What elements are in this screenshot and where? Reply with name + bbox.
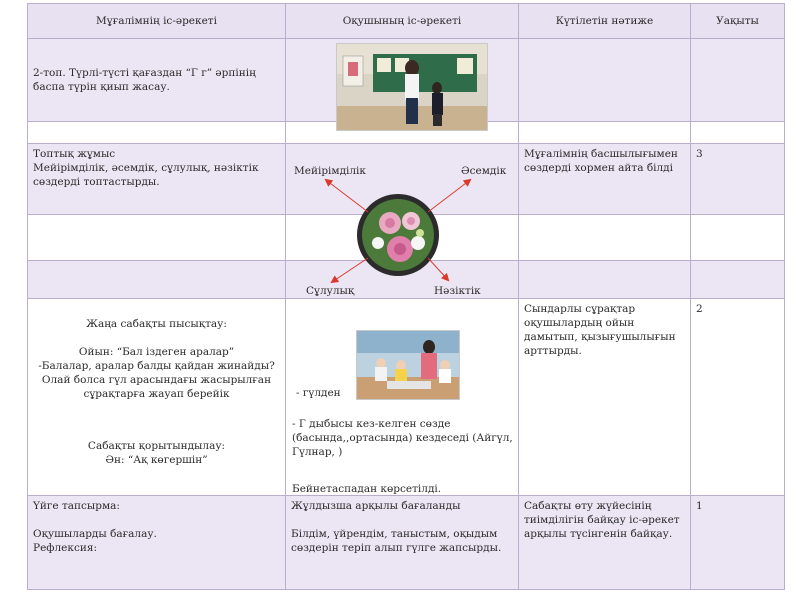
student-answer-3: Бейнетаспадан көрсетілді. — [292, 483, 442, 495]
children-photo — [356, 330, 460, 400]
home-student-line1: Жұлдызша арқылы бағаланды — [291, 500, 461, 512]
team-time: 3 — [696, 148, 703, 160]
student-answer-2: - Г дыбысы кез-келген сөзде (басында,,ортасында) кездеседі (Айгүл, Гүлнар, ) — [292, 418, 513, 458]
word-loveliness: Сұлулық — [306, 285, 355, 297]
home-line1: Үйге тапсырма: — [33, 500, 120, 512]
header-result: Күтілетін нәтиже — [519, 4, 691, 39]
header-row — [28, 4, 785, 39]
new-result: Сындарлы сұрақтар оқушылардың ойын дамытып, қызығушылығын арттырды. — [524, 303, 676, 357]
header-teacher: Мұғалімнің іс-әрекеті — [28, 4, 286, 39]
new-line4: Олай болса гүл арасындағы жасырылған сұрақтарға жауап берейік — [41, 374, 272, 400]
word-tenderness: Нәзіктік — [434, 285, 481, 297]
new-line6: Ән: “Ақ көгершін” — [105, 454, 208, 466]
header-time: Уақыты — [691, 4, 785, 39]
home-time: 1 — [696, 500, 703, 512]
team-body: Мейірімділік, әсемдік, сұлулық, нәзіктік сөздерді топтастырды. — [33, 162, 259, 188]
header-student: Оқушының іс-әрекеті — [286, 4, 519, 39]
row-homework — [28, 496, 785, 590]
word-kindness: Мейірімділік — [294, 165, 366, 177]
new-time: 2 — [696, 303, 703, 315]
flower-bouquet-image — [356, 193, 440, 277]
new-line5: Сабақты қорытындылау: — [87, 440, 226, 452]
student-answer-1: - гүлден — [296, 387, 341, 399]
home-line2: Оқушыларды бағалау. — [33, 528, 157, 540]
new-line3: -Балалар, аралар балды қайдан жинайды? — [38, 360, 275, 372]
classroom-photo — [336, 43, 488, 131]
new-line1: Жаңа сабақты пысықтау: — [86, 318, 227, 330]
row1-teacher: 2-топ. Түрлі-түсті қағаздан “Г г” әрпінің баспа түрін қиып жасау. — [33, 67, 256, 93]
home-line3: Рефлексия: — [33, 542, 97, 554]
home-student-line2: Білдім, үйрендім, таныстым, оқыдым сөздерін теріп алып гүлге жапсырды. — [291, 528, 502, 554]
team-result: Мұғалімнің басшылығымен сөздерді хормен айта білді — [524, 148, 678, 174]
new-line2: Ойын: “Бал іздеген аралар” — [78, 346, 235, 358]
home-result: Сабақты өту жүйесінің тиімділігін байқау іс-әрекет арқылы түсінгенін байқау. — [524, 500, 680, 540]
team-title: Топтық жұмыс — [33, 148, 116, 160]
word-beauty: Әсемдік — [461, 165, 507, 177]
